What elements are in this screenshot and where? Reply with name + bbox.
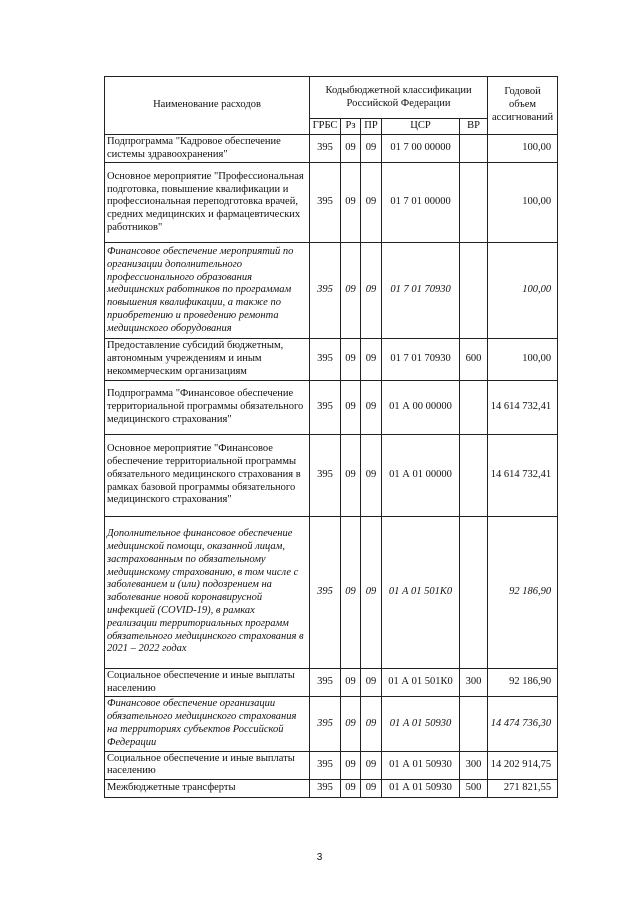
row-rz: 09	[341, 668, 361, 697]
row-amount: 14 474 736,30	[488, 697, 558, 751]
header-codes: Кодыбюджетной классификации Российской Федерации	[310, 77, 488, 119]
row-vr	[460, 697, 488, 751]
row-vr	[460, 434, 488, 516]
row-pr: 09	[361, 780, 382, 798]
page-number: 3	[316, 852, 323, 863]
row-name: Подпрограмма "Кадровое обеспечение системы здравоохранения"	[105, 134, 310, 163]
row-vr	[460, 243, 488, 339]
row-rz: 09	[341, 516, 361, 668]
row-csr: 01 А 01 50930	[382, 780, 460, 798]
row-grbs: 395	[310, 134, 341, 163]
header-row	[105, 77, 558, 119]
row-vr	[460, 163, 488, 243]
row-rz: 09	[341, 380, 361, 434]
row-grbs: 395	[310, 751, 341, 780]
table-row	[105, 668, 558, 697]
row-name: Финансовое обеспечение мероприятий по организации дополнительного профессионального образования медицинских работников по программам повышения квалификации, а также по приобретению и проведению ремонта медицинского оборудования	[105, 243, 310, 339]
header-vr: ВР	[460, 119, 488, 135]
row-amount: 271 821,55	[488, 780, 558, 798]
row-amount: 14 202 914,75	[488, 751, 558, 780]
row-amount: 14 614 732,41	[488, 434, 558, 516]
row-pr: 09	[361, 434, 382, 516]
row-amount: 92 186,90	[488, 668, 558, 697]
row-pr: 09	[361, 751, 382, 780]
table-row	[105, 243, 558, 339]
row-pr: 09	[361, 339, 382, 380]
row-vr	[460, 516, 488, 668]
header-name: Наименование расходов	[105, 77, 310, 135]
table-row	[105, 163, 558, 243]
row-pr: 09	[361, 668, 382, 697]
row-rz: 09	[341, 751, 361, 780]
row-amount: 100,00	[488, 243, 558, 339]
row-amount: 100,00	[488, 134, 558, 163]
row-pr: 09	[361, 163, 382, 243]
budget-table	[104, 76, 558, 798]
row-csr: 01 7 01 00000	[382, 163, 460, 243]
table-row	[105, 434, 558, 516]
row-pr: 09	[361, 134, 382, 163]
row-rz: 09	[341, 780, 361, 798]
row-name: Социальное обеспечение и иные выплаты населению	[105, 668, 310, 697]
row-amount: 14 614 732,41	[488, 380, 558, 434]
row-grbs: 395	[310, 668, 341, 697]
row-vr	[460, 380, 488, 434]
row-csr: 01 7 01 70930	[382, 339, 460, 380]
row-csr: 01 А 01 501К0	[382, 516, 460, 668]
row-rz: 09	[341, 339, 361, 380]
row-rz: 09	[341, 134, 361, 163]
header-amount: Годовой объем ассигнований	[488, 77, 558, 135]
header-grbs: ГРБС	[310, 119, 341, 135]
row-vr: 300	[460, 751, 488, 780]
row-csr: 01 А 01 50930	[382, 697, 460, 751]
row-grbs: 395	[310, 697, 341, 751]
row-vr: 500	[460, 780, 488, 798]
row-grbs: 395	[310, 516, 341, 668]
row-vr: 300	[460, 668, 488, 697]
row-csr: 01 А 00 00000	[382, 380, 460, 434]
row-vr	[460, 134, 488, 163]
row-rz: 09	[341, 697, 361, 751]
row-grbs: 395	[310, 243, 341, 339]
row-name: Основное мероприятие "Профессиональная подготовка, повышение квалификации и профессиональная переподготовка врачей, средних медицинских и фармацевтических работников"	[105, 163, 310, 243]
header-rz: Рз	[341, 119, 361, 135]
table-row	[105, 751, 558, 780]
row-csr: 01 А 01 50930	[382, 751, 460, 780]
row-csr: 01 А 01 501К0	[382, 668, 460, 697]
row-name: Финансовое обеспечение организации обязательного медицинского страхования на территориях субъектов Российской Федерации	[105, 697, 310, 751]
row-vr: 600	[460, 339, 488, 380]
table-row	[105, 516, 558, 668]
table-row	[105, 380, 558, 434]
row-grbs: 395	[310, 339, 341, 380]
row-grbs: 395	[310, 380, 341, 434]
row-grbs: 395	[310, 163, 341, 243]
row-amount: 100,00	[488, 339, 558, 380]
row-amount: 92 186,90	[488, 516, 558, 668]
row-amount: 100,00	[488, 163, 558, 243]
row-csr: 01 7 00 00000	[382, 134, 460, 163]
row-rz: 09	[341, 163, 361, 243]
row-rz: 09	[341, 243, 361, 339]
row-name: Дополнительное финансовое обеспечение медицинской помощи, оказанной лицам, застрахованным по обязательному медицинскому страхованию, в том числе с заболеванием и (или) подозрением на заболевание новой коронавирусной инфекцией (COVID-19), в рамках реализации территориальных программ обязательного медицинского страхования в 2021 – 2022 годах	[105, 516, 310, 668]
table-row	[105, 339, 558, 380]
row-csr: 01 А 01 00000	[382, 434, 460, 516]
row-name: Подпрограмма "Финансовое обеспечение территориальной программы обязательного медицинского страхования"	[105, 380, 310, 434]
row-name: Межбюджетные трансферты	[105, 780, 310, 798]
row-pr: 09	[361, 243, 382, 339]
row-grbs: 395	[310, 780, 341, 798]
row-grbs: 395	[310, 434, 341, 516]
row-pr: 09	[361, 516, 382, 668]
header-pr: ПР	[361, 119, 382, 135]
row-csr: 01 7 01 70930	[382, 243, 460, 339]
table-row	[105, 134, 558, 163]
row-name: Предоставление субсидий бюджетным, автономным учреждениям и иным некоммерческим организациям	[105, 339, 310, 380]
row-pr: 09	[361, 697, 382, 751]
header-csr: ЦСР	[382, 119, 460, 135]
row-name: Социальное обеспечение и иные выплаты населению	[105, 751, 310, 780]
row-name: Основное мероприятие "Финансовое обеспечение территориальной программы обязательного медицинского страхования в рамках базовой программы обязательного медицинского страхования"	[105, 434, 310, 516]
row-rz: 09	[341, 434, 361, 516]
row-pr: 09	[361, 380, 382, 434]
table-row	[105, 780, 558, 798]
table-row	[105, 697, 558, 751]
